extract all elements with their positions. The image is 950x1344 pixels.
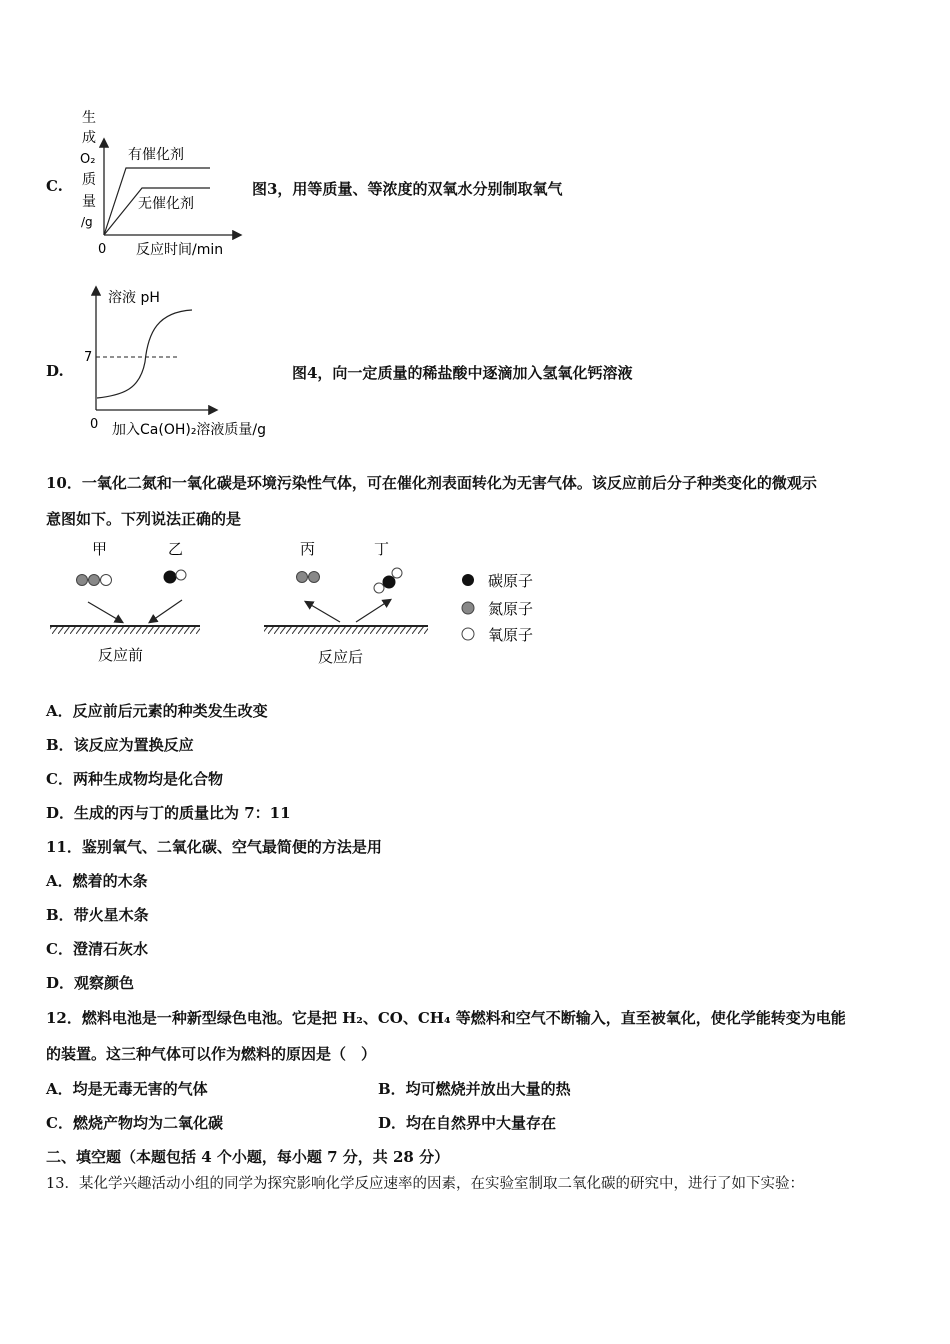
graph-c-ylabel-2: 成 xyxy=(82,130,96,146)
legend-oxygen-icon xyxy=(462,628,474,640)
graph-d-origin: 0 xyxy=(90,417,99,432)
graph-c-ylabel-1: 生 xyxy=(82,110,96,126)
label-jia: 甲 xyxy=(92,540,108,558)
molecule-bing-n2 xyxy=(297,572,320,583)
q11-option-b: B．带火星木条 xyxy=(46,906,149,924)
molecule-yi-co xyxy=(164,570,186,583)
q10-option-a: A．反应前后元素的种类发生改变 xyxy=(46,702,268,720)
graph-c-origin: 0 xyxy=(98,242,107,257)
q10-option-b: B．该反应为置换反应 xyxy=(46,736,194,754)
legend-carbon: 碳原子 xyxy=(488,572,534,590)
q10-reaction-diagram xyxy=(40,530,560,675)
arrow-bing xyxy=(306,602,340,622)
catalyst-hatch-before xyxy=(50,627,200,634)
q12-stem-line2: 的装置。这三种气体可以作为燃料的原因是（ ） xyxy=(46,1045,377,1063)
label-ding: 丁 xyxy=(374,540,390,558)
graph-c-xlabel: 反应时间/min xyxy=(136,242,224,258)
molecule-ding-co2 xyxy=(374,568,402,593)
graph-c-ylabel-3: O₂ xyxy=(80,152,96,167)
catalyst-hatch-after xyxy=(264,627,428,634)
legend-nitrogen: 氮原子 xyxy=(488,600,534,618)
q12-stem-line1: 12．燃料电池是一种新型绿色电池。它是把 H₂、CO、CH₄ 等燃料和空气不断输入，直至被氧化，使化学能转变为电能 xyxy=(46,1009,846,1027)
label-after: 反应后 xyxy=(318,648,364,666)
section2-heading: 二、填空题（本题包括 4 个小题，每小题 7 分，共 28 分） xyxy=(46,1148,450,1166)
label-yi: 乙 xyxy=(168,540,184,558)
graph-d-ylabel: 溶液 pH xyxy=(108,290,160,306)
molecule-jia-n2o xyxy=(77,575,112,586)
arrow-jia xyxy=(88,602,122,622)
graph-c-oxygen-vs-time xyxy=(70,100,260,262)
option-c-label: C. xyxy=(46,177,63,195)
arrow-ding xyxy=(356,600,390,622)
graph-d-curve xyxy=(97,310,192,398)
q12-option-c: C．燃烧产物均为二氧化碳 xyxy=(46,1114,223,1132)
q11-option-d: D．观察颜色 xyxy=(46,974,135,992)
graph-c-label-catalyst: 有催化剂 xyxy=(128,147,184,163)
label-bing: 丙 xyxy=(300,540,316,558)
graph-c-ylabel-5: 量 xyxy=(82,194,96,210)
legend-nitrogen-icon xyxy=(462,602,474,614)
graph-d-xlabel: 加入Ca(OH)₂溶液质量/g xyxy=(112,422,267,438)
graph-c-label-no-catalyst: 无催化剂 xyxy=(138,196,194,212)
graph-c-ylabel-6: /g xyxy=(81,215,93,229)
legend-carbon-icon xyxy=(462,574,474,586)
graph-d-caption: 图4，向一定质量的稀盐酸中逐滴加入氢氧化钙溶液 xyxy=(292,364,633,382)
legend-oxygen: 氧原子 xyxy=(488,626,534,644)
q13-stem: 13．某化学兴趣活动小组的同学为探究影响化学反应速率的因素，在实验室制取二氧化碳的研究中，进行了如下实验： xyxy=(46,1176,804,1192)
option-d-label: D. xyxy=(46,362,64,380)
q12-option-d: D．均在自然界中大量存在 xyxy=(378,1114,557,1132)
q11-stem: 11．鉴别氧气、二氧化碳、空气最简便的方法是用 xyxy=(46,838,382,856)
q10-option-c: C．两种生成物均是化合物 xyxy=(46,770,223,788)
graph-d-tick-7: 7 xyxy=(84,350,93,365)
q10-stem-line1: 10．一氧化二氮和一氧化碳是环境污染性气体，可在催化剂表面转化为无害气体。该反应前后分子种类变化的微观示 xyxy=(46,474,817,492)
q10-stem-line2: 意图如下。下列说法正确的是 xyxy=(46,510,242,528)
q12-option-a: A．均是无毒无害的气体 xyxy=(46,1080,208,1098)
q11-option-a: A．燃着的木条 xyxy=(46,872,148,890)
label-before: 反应前 xyxy=(98,646,144,664)
q10-option-d: D．生成的丙与丁的质量比为 7：11 xyxy=(46,804,291,822)
q11-option-c: C．澄清石灰水 xyxy=(46,940,148,958)
graph-c-caption: 图3，用等质量、等浓度的双氧水分别制取氧气 xyxy=(252,180,563,198)
q12-option-b: B．均可燃烧并放出大量的热 xyxy=(378,1080,571,1098)
graph-d-ph-curve xyxy=(80,280,310,442)
arrow-yi xyxy=(150,600,182,622)
graph-c-ylabel-4: 质 xyxy=(82,172,96,188)
